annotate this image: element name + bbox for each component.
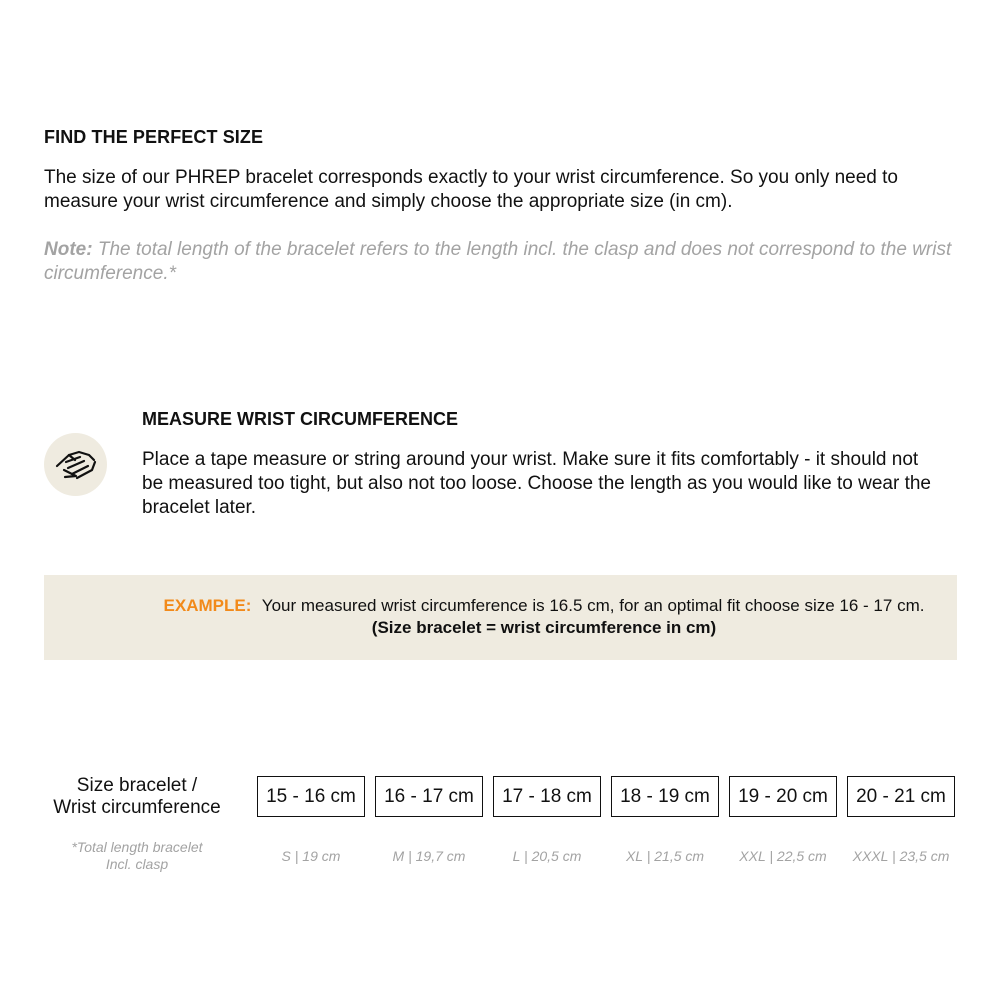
measure-text: Place a tape measure or string around your wrist. Make sure it fits comfortably - it should not be measured too tight, but also not too loose. Choose the length as you would like to wear the bracelet later. (142, 449, 932, 518)
example-body: Your measured wrist circumference is 16.5 cm, for an optimal fit choose size 16 - 17 cm. (257, 596, 925, 615)
length-label-s: S | 19 cm (281, 848, 341, 864)
total-length-note-line1: *Total length bracelet (71, 839, 203, 855)
size-heading (40, 775, 234, 819)
intro-text: The size of our PHREP bracelet corresponds exactly to your wrist circumference. So you only need to measure your wrist circumference and simply choose the appropriate size (in cm). (44, 167, 898, 212)
example-formula: (Size bracelet = wrist circumference in cm) (371, 618, 717, 637)
length-label-xl: XL | 21,5 cm (625, 848, 705, 864)
size-option-20-21[interactable]: 20 - 21 cm (847, 776, 955, 817)
note-label: Note: (44, 239, 93, 260)
size-option-17-18[interactable]: 17 - 18 cm (493, 776, 601, 817)
hand-measure-icon (44, 433, 107, 496)
length-label-l: L | 20,5 cm (512, 848, 582, 864)
intro-title: FIND THE PERFECT SIZE (44, 127, 264, 147)
length-label-xxl: XXL | 22,5 cm (739, 848, 827, 864)
size-option-18-19[interactable]: 18 - 19 cm (611, 776, 719, 817)
total-length-note-line2: Incl. clasp (105, 856, 169, 872)
size-option-16-17[interactable]: 16 - 17 cm (375, 776, 483, 817)
note (44, 238, 956, 286)
size-option-15-16[interactable]: 15 - 16 cm (257, 776, 365, 817)
length-label-m: M | 19,7 cm (392, 848, 466, 864)
note-text: The total length of the bracelet refers to the length incl. the clasp and does not correspond to the wrist circumference.* (44, 239, 952, 284)
total-length-note (40, 839, 234, 873)
example-text (144, 595, 944, 639)
example-label: EXAMPLE: (163, 596, 252, 615)
size-option-19-20[interactable]: 19 - 20 cm (729, 776, 837, 817)
measure-title: MEASURE WRIST CIRCUMFERENCE (142, 409, 459, 429)
example-box (44, 575, 957, 660)
size-heading-line2: Wrist circumference (53, 797, 221, 818)
length-label-xxxl: XXXL | 23,5 cm (852, 848, 950, 864)
size-heading-line1: Size bracelet / (76, 775, 198, 796)
